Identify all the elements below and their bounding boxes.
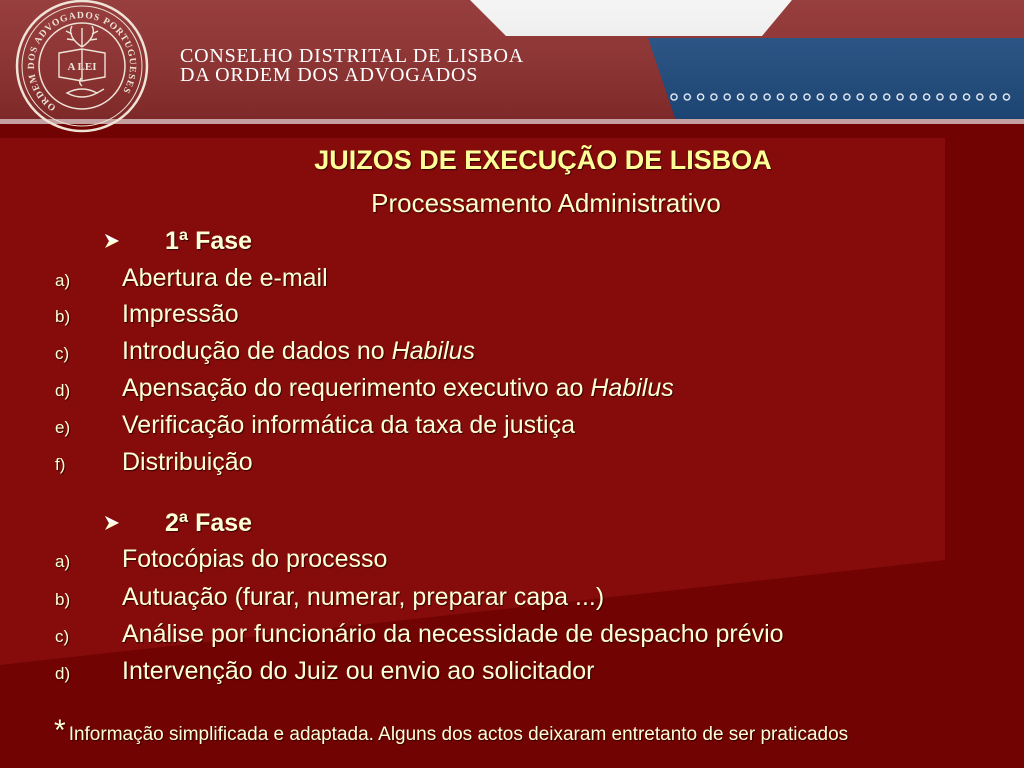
list-item-marker: f) [55, 454, 66, 474]
list-item-text [122, 337, 475, 365]
list-item-text [122, 374, 674, 402]
list-item [55, 541, 784, 578]
list-item-text: Verificação informática da taxa de justiça [122, 410, 576, 439]
list-item-text: Intervenção do Juiz ou envio ao solicitador [122, 657, 595, 686]
list-item-marker: b) [55, 589, 71, 609]
list-item [55, 296, 674, 333]
list-item [55, 333, 674, 370]
list-item-text: Análise por funcionário da necessidade de despacho prévio [122, 619, 784, 648]
list-item [55, 616, 784, 653]
list-item [55, 579, 784, 616]
list-item [55, 444, 674, 481]
phase-1-list [55, 260, 674, 481]
list-item-text: Autuação (furar, numerar, preparar capa ...) [122, 582, 605, 611]
list-item-marker: e) [55, 417, 71, 437]
list-item-emphasis: Habilus [391, 337, 476, 366]
phase-1-heading [104, 223, 504, 260]
footnote-text: Informação simplificada e adaptada. Alguns dos actos deixaram entretanto de ser praticados [68, 724, 849, 745]
list-item-text: Impressão [122, 300, 239, 329]
bar-association-seal-logo [2, 0, 162, 134]
slide-title: JUIZOS DE EXECUÇÃO DE LISBOA [314, 145, 772, 175]
footnote-marker: * [54, 714, 66, 747]
organization-line-2: DA ORDEM DOS ADVOGADOS [180, 64, 479, 86]
dotted-rule [668, 92, 1014, 102]
organization-name [180, 47, 524, 85]
list-item [55, 260, 674, 297]
arrowhead-bullet-icon [104, 515, 120, 531]
seal-branches-icon [66, 26, 98, 47]
list-item-marker: d) [55, 664, 71, 684]
phase-2-label: 2ª Fase [165, 508, 253, 537]
list-item-text: Fotocópias do processo [122, 545, 388, 574]
footnote [54, 712, 848, 750]
list-item-marker: b) [55, 307, 71, 327]
list-item-marker: a) [55, 552, 71, 572]
list-item [55, 407, 674, 444]
list-item-text-main: Apensação do requerimento executivo ao [122, 373, 584, 402]
slide-subtitle: Processamento Administrativo [371, 188, 721, 218]
list-item-emphasis: Habilus [590, 373, 674, 402]
organization-line-1: CONSELHO DISTRITAL DE LISBOA [180, 45, 524, 67]
seal-center-text: A LEI [67, 61, 97, 73]
phase-2-list [55, 541, 784, 690]
list-item-marker: c) [55, 344, 70, 364]
list-item-text: Distribuição [122, 447, 253, 476]
list-item-text: Abertura de e-mail [122, 263, 328, 292]
phase-2-heading [104, 505, 504, 542]
arrowhead-bullet-icon [104, 233, 120, 249]
list-item [55, 653, 784, 690]
seal-ring-text: ORDEM DOS ADVOGADOS PORTUGUESES [26, 10, 138, 113]
list-item-marker: c) [55, 626, 70, 646]
phase-1-label: 1ª Fase [165, 226, 253, 255]
list-item-marker: a) [55, 270, 71, 290]
list-item [55, 370, 674, 407]
list-item-text-main: Introdução de dados no [122, 337, 385, 366]
list-item-marker: d) [55, 380, 71, 400]
